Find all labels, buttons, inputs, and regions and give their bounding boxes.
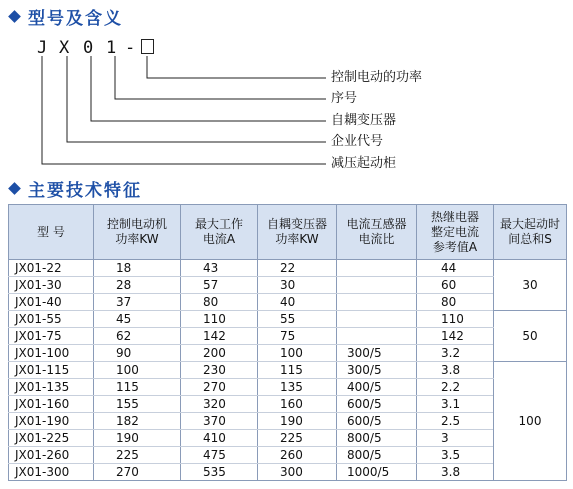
bracket-line-autotransformer	[91, 56, 326, 121]
table-row	[9, 430, 567, 447]
cell-motor-power: 190	[94, 430, 181, 447]
cell-ct-ratio	[337, 311, 417, 328]
cell-max-current: 370	[181, 413, 258, 430]
cell-model: JX01-75	[9, 328, 94, 345]
cell-ct-ratio	[337, 260, 417, 277]
table-row	[9, 294, 567, 311]
cell-ct-ratio: 800/5	[337, 430, 417, 447]
cell-max-current: 142	[181, 328, 258, 345]
col-header-model: 型 号	[9, 205, 94, 260]
cell-model: JX01-55	[9, 311, 94, 328]
cell-thermal-relay: 60	[417, 277, 494, 294]
cell-ct-ratio: 400/5	[337, 379, 417, 396]
cell-model: JX01-115	[9, 362, 94, 379]
cell-ct-ratio: 800/5	[337, 447, 417, 464]
cell-motor-power: 90	[94, 345, 181, 362]
model-code-char: -	[125, 38, 136, 58]
cell-model: JX01-225	[9, 430, 94, 447]
col-header-motor-power: 控制电动机 功率KW	[94, 205, 181, 260]
col-header-thermal-relay: 热继电器 整定电流 参考值A	[417, 205, 494, 260]
cell-thermal-relay: 3.8	[417, 362, 494, 379]
cell-transformer-power: 190	[258, 413, 337, 430]
table-row	[9, 379, 567, 396]
cell-max-current: 410	[181, 430, 258, 447]
cell-ct-ratio	[337, 294, 417, 311]
cell-start-time: 50	[494, 311, 567, 362]
section-title-text: 主要技术特征	[28, 180, 142, 201]
spec-table	[8, 204, 567, 481]
bracket-line-power	[147, 56, 326, 78]
cell-max-current: 57	[181, 277, 258, 294]
cell-model: JX01-260	[9, 447, 94, 464]
cell-motor-power: 45	[94, 311, 181, 328]
cell-motor-power: 270	[94, 464, 181, 481]
cell-thermal-relay: 3.1	[417, 396, 494, 413]
cell-thermal-relay: 80	[417, 294, 494, 311]
cell-motor-power: 37	[94, 294, 181, 311]
table-row	[9, 413, 567, 430]
cell-thermal-relay: 142	[417, 328, 494, 345]
col-header-ct-ratio: 电流互感器 电流比	[337, 205, 417, 260]
cell-model: JX01-100	[9, 345, 94, 362]
table-row	[9, 396, 567, 413]
cell-max-current: 230	[181, 362, 258, 379]
cell-thermal-relay: 3	[417, 430, 494, 447]
cell-ct-ratio: 300/5	[337, 345, 417, 362]
cell-start-time: 100	[494, 362, 567, 481]
cell-max-current: 475	[181, 447, 258, 464]
cell-max-current: 200	[181, 345, 258, 362]
bracket-line-cabinet	[42, 56, 326, 164]
table-row	[9, 362, 567, 379]
cell-model: JX01-300	[9, 464, 94, 481]
col-header-start-time: 最大起动时 间总和S	[494, 205, 567, 260]
table-row	[9, 447, 567, 464]
cell-transformer-power: 75	[258, 328, 337, 345]
cell-thermal-relay: 2.5	[417, 413, 494, 430]
legend-label-power: 控制电动的功率	[331, 70, 423, 85]
table-row	[9, 328, 567, 345]
cell-motor-power: 18	[94, 260, 181, 277]
legend-label-serial: 序号	[331, 91, 358, 106]
cell-transformer-power: 135	[258, 379, 337, 396]
cell-transformer-power: 225	[258, 430, 337, 447]
cell-motor-power: 115	[94, 379, 181, 396]
table-row	[9, 464, 567, 481]
legend-label-autotransformer: 自耦变压器	[331, 113, 397, 128]
cell-model: JX01-30	[9, 277, 94, 294]
table-row	[9, 277, 567, 294]
cell-transformer-power: 115	[258, 362, 337, 379]
cell-transformer-power: 260	[258, 447, 337, 464]
col-header-max-current: 最大工作 电流A	[181, 205, 258, 260]
cell-thermal-relay: 110	[417, 311, 494, 328]
cell-model: JX01-190	[9, 413, 94, 430]
cell-motor-power: 100	[94, 362, 181, 379]
table-row	[9, 260, 567, 277]
cell-thermal-relay: 3.5	[417, 447, 494, 464]
cell-transformer-power: 30	[258, 277, 337, 294]
cell-max-current: 43	[181, 260, 258, 277]
table-row	[9, 345, 567, 362]
cell-thermal-relay: 3.8	[417, 464, 494, 481]
cell-max-current: 80	[181, 294, 258, 311]
cell-motor-power: 155	[94, 396, 181, 413]
cell-model: JX01-22	[9, 260, 94, 277]
cell-max-current: 110	[181, 311, 258, 328]
cell-ct-ratio: 600/5	[337, 396, 417, 413]
legend-label-company: 企业代号	[331, 134, 384, 149]
cell-ct-ratio: 1000/5	[337, 464, 417, 481]
cell-ct-ratio	[337, 328, 417, 345]
cell-motor-power: 182	[94, 413, 181, 430]
cell-ct-ratio: 300/5	[337, 362, 417, 379]
diamond-bullet-icon	[8, 182, 21, 195]
cell-motor-power: 62	[94, 328, 181, 345]
cell-max-current: 270	[181, 379, 258, 396]
section-title-specs	[6, 176, 142, 200]
model-code-char: 0	[83, 38, 94, 58]
model-code-char: J	[37, 38, 48, 58]
cell-transformer-power: 40	[258, 294, 337, 311]
model-code-char: 1	[106, 38, 117, 58]
cell-thermal-relay: 44	[417, 260, 494, 277]
cell-thermal-relay: 3.2	[417, 345, 494, 362]
cell-model: JX01-160	[9, 396, 94, 413]
cell-max-current: 320	[181, 396, 258, 413]
cell-motor-power: 225	[94, 447, 181, 464]
cell-transformer-power: 160	[258, 396, 337, 413]
cell-model: JX01-40	[9, 294, 94, 311]
cell-max-current: 535	[181, 464, 258, 481]
cell-transformer-power: 55	[258, 311, 337, 328]
cell-transformer-power: 22	[258, 260, 337, 277]
bracket-lines	[0, 0, 573, 180]
cell-transformer-power: 100	[258, 345, 337, 362]
cell-ct-ratio	[337, 277, 417, 294]
cell-model: JX01-135	[9, 379, 94, 396]
table-body	[9, 260, 567, 481]
legend-label-cabinet: 减压起动柜	[331, 156, 397, 171]
section-title-text: 型号及含义	[28, 8, 123, 29]
table-header-row	[9, 205, 567, 260]
cell-motor-power: 28	[94, 277, 181, 294]
cell-transformer-power: 300	[258, 464, 337, 481]
model-code-char: X	[59, 38, 70, 58]
col-header-transformer-power: 自耦变压器 功率KW	[258, 205, 337, 260]
cell-start-time: 30	[494, 260, 567, 311]
cell-thermal-relay: 2.2	[417, 379, 494, 396]
cell-ct-ratio: 600/5	[337, 413, 417, 430]
table-row	[9, 311, 567, 328]
